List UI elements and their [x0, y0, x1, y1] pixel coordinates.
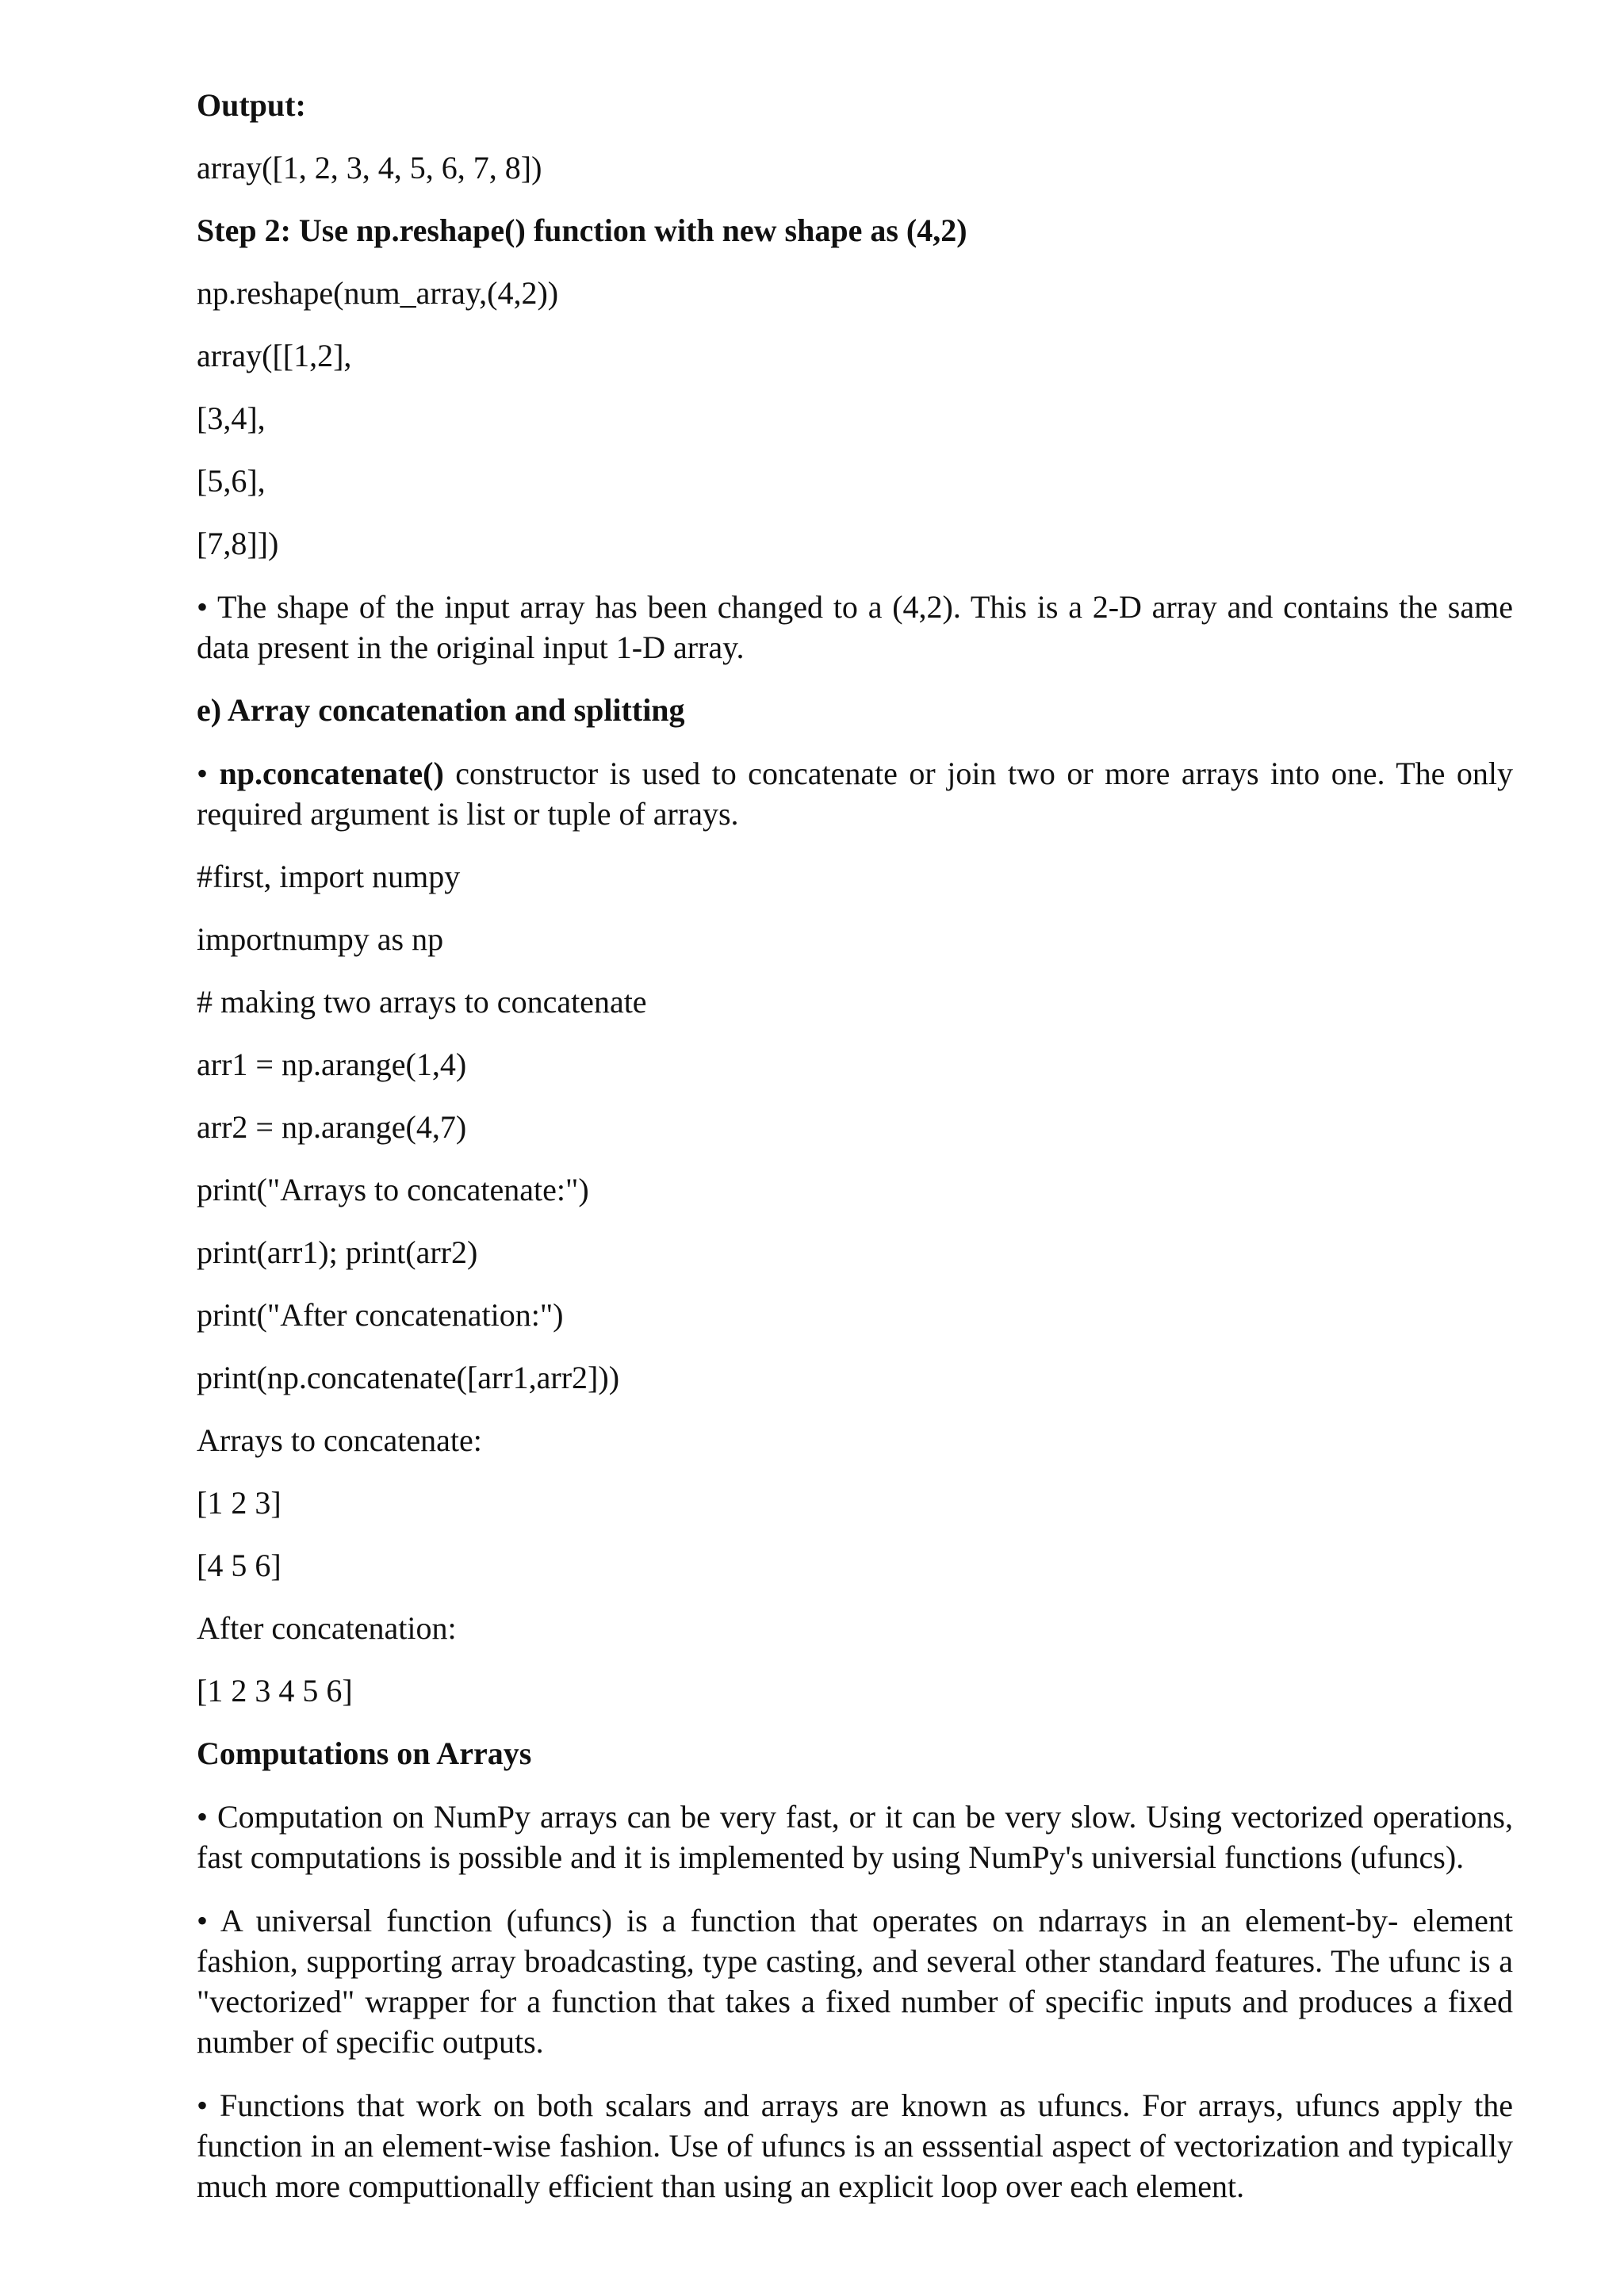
- output-value: array([1, 2, 3, 4, 5, 6, 7, 8]): [197, 150, 542, 186]
- output-line: [1 2 3 4 5 6]: [197, 1673, 353, 1709]
- computations-heading: Computations on Arrays: [197, 1735, 532, 1771]
- output-line: After concatenation:: [197, 1610, 457, 1646]
- step2-heading: Step 2: Use np.reshape() function with new shape as (4,2): [197, 212, 967, 248]
- code-line: importnumpy as np: [197, 921, 444, 957]
- reshape-note: • The shape of the input array has been changed to a (4,2). This is a 2-D array and contains the same data present in the original input 1-D array.: [197, 589, 1513, 665]
- output-line: [1 2 3]: [197, 1485, 282, 1521]
- code-line: arr1 = np.arange(1,4): [197, 1047, 467, 1082]
- computations-paragraph: • A universal function (ufuncs) is a function that operates on ndarrays in an element-by- element fashion, supporting array broadcasting, type casting, and several other standard features. The ufunc is a "vectorized" wrapper for a function that takes a fixed number of specific inputs and produces a fixed number of specific outputs.: [197, 1903, 1513, 2060]
- code-line: print(arr1); print(arr2): [197, 1234, 478, 1270]
- document-page: [197, 86, 1513, 2229]
- concat-intro-text: constructor is used to concatenate or join two or more arrays into one. The only required argument is list or tuple of arrays.: [197, 756, 1513, 832]
- code-line: print("After concatenation:"): [197, 1297, 564, 1333]
- concat-intro: [197, 753, 1513, 834]
- reshape-result-line: [3,4],: [197, 400, 266, 436]
- computations-paragraph: • Functions that work on both scalars and arrays are known as ufuncs. For arrays, ufuncs apply the function in an element-wise fashion. Use of ufuncs is an esssential aspect of vectorization and typically much more computtionally efficient than using an explicit loop over each element.: [197, 2087, 1513, 2204]
- code-line: # making two arrays to concatenate: [197, 984, 647, 1020]
- code-line: print(np.concatenate([arr1,arr2])): [197, 1360, 620, 1395]
- bullet: •: [197, 756, 220, 791]
- code-line: print("Arrays to concatenate:"): [197, 1172, 589, 1207]
- reshape-result-line: array([[1,2],: [197, 338, 352, 373]
- output-line: [4 5 6]: [197, 1548, 282, 1583]
- code-line: #first, import numpy: [197, 859, 461, 894]
- concat-term: np.concatenate(): [219, 756, 444, 791]
- code-line: arr2 = np.arange(4,7): [197, 1109, 467, 1145]
- reshape-result-line: [5,6],: [197, 463, 266, 499]
- output-line: Arrays to concatenate:: [197, 1422, 482, 1458]
- computations-paragraph: • Computation on NumPy arrays can be very fast, or it can be very slow. Using vectorized operations, fast computations is possible and it is implemented by using NumPy's universial functions (ufuncs).: [197, 1799, 1513, 1875]
- section-e-heading: e) Array concatenation and splitting: [197, 692, 685, 728]
- output-heading: Output:: [197, 87, 306, 123]
- reshape-call: np.reshape(num_array,(4,2)): [197, 275, 559, 311]
- reshape-result-line: [7,8]]): [197, 526, 279, 561]
